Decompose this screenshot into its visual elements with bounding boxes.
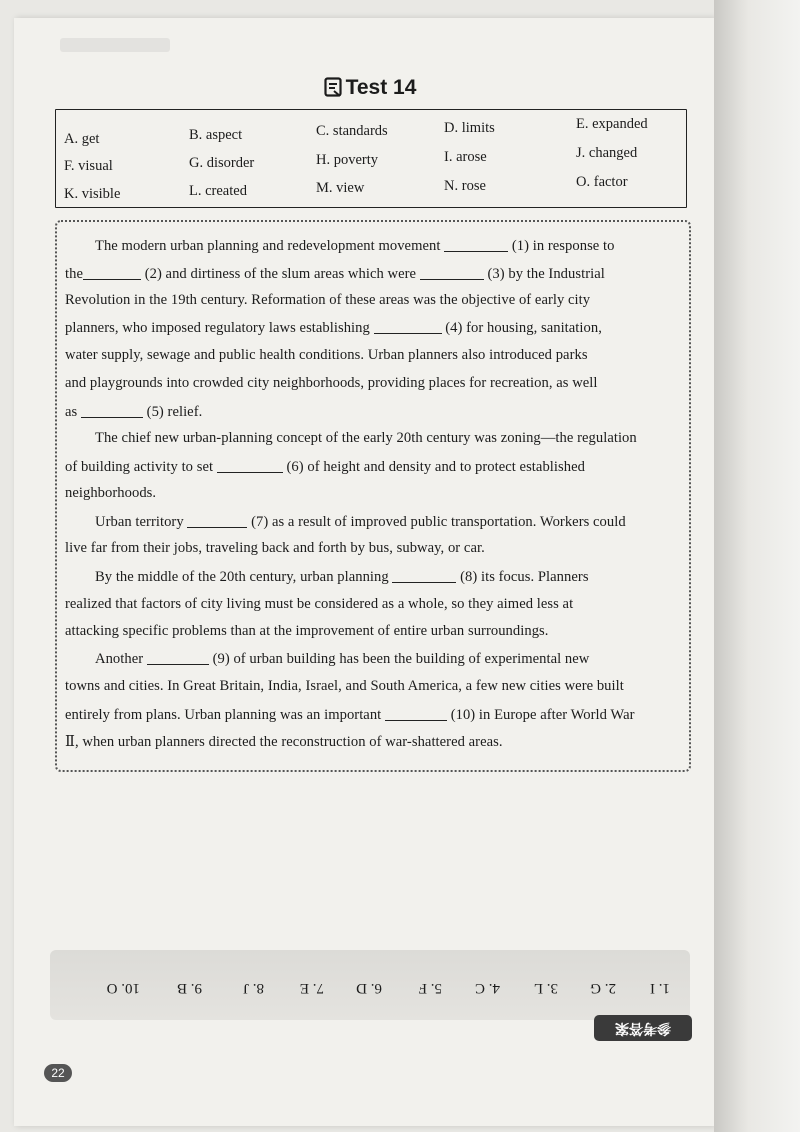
passage-line: planners, who imposed regulatory laws establishing (4) for housing, sanitation,: [65, 320, 602, 336]
blank-5[interactable]: [81, 403, 143, 418]
word-option: M. view: [316, 180, 365, 196]
passage-line: Another (9) of urban building has been the building of experimental new: [95, 651, 590, 667]
answer-item: 7. E: [299, 980, 324, 996]
answer-item: 10. O: [106, 980, 140, 996]
answer-key: [60, 970, 680, 1000]
word-option: H. poverty: [316, 152, 379, 168]
word-option: J. changed: [576, 145, 638, 161]
answer-item: 5. F: [418, 980, 442, 996]
passage-line: The chief new urban-planning concept of the early 20th century was zoning—the regulation: [95, 430, 637, 446]
answer-item: 4. C: [474, 980, 500, 996]
word-option: K. visible: [64, 186, 121, 202]
blank-10[interactable]: [385, 706, 447, 721]
passage-line: neighborhoods.: [65, 485, 157, 501]
answer-item: 1. I: [650, 980, 670, 996]
word-option: I. arose: [444, 149, 487, 165]
test-icon: [324, 77, 342, 97]
answer-item: 9. B: [176, 980, 202, 996]
answer-item: 3. L: [533, 980, 558, 996]
passage-line: attacking specific problems than at the improvement of entire urban surroundings.: [65, 623, 549, 639]
passage-line: Urban territory (7) as a result of improved public transportation. Workers could: [95, 514, 626, 530]
passage-line: towns and cities. In Great Britain, India, Israel, and South America, a few new cities were built: [65, 678, 624, 694]
page-number: 22: [44, 1064, 72, 1082]
passage-line: the (2) and dirtiness of the slum areas which were (3) by the Industrial: [65, 266, 605, 282]
passage-line: Revolution in the 19th century. Reformation of these areas was the objective of early city: [65, 292, 591, 308]
answer-item: 6. D: [356, 980, 382, 996]
blank-4[interactable]: [374, 319, 442, 334]
word-option: G. disorder: [189, 155, 255, 171]
answer-item: 8. J: [243, 980, 264, 996]
book-spine-shadow: [714, 0, 800, 1132]
passage-line: live far from their jobs, traveling back and forth by bus, subway, or car.: [65, 540, 485, 556]
passage-line: entirely from plans. Urban planning was an important (10) in Europe after World War: [65, 707, 635, 723]
word-option: D. limits: [444, 120, 495, 136]
blank-1[interactable]: [444, 237, 508, 252]
passage-box: [55, 220, 691, 772]
passage-line: as (5) relief.: [65, 404, 203, 420]
word-option: C. standards: [316, 123, 388, 139]
answer-key-badge: 参考答案: [594, 1015, 692, 1041]
word-option: F. visual: [64, 158, 113, 174]
word-option: B. aspect: [189, 127, 243, 143]
passage-line: realized that factors of city living must be considered as a whole, so they aimed less at: [65, 596, 574, 612]
blank-9[interactable]: [147, 650, 209, 665]
word-option: L. created: [189, 183, 247, 199]
passage-line: and playgrounds into crowded city neighborhoods, providing places for recreation, as well: [65, 375, 598, 391]
passage-line: By the middle of the 20th century, urban planning (8) its focus. Planners: [95, 569, 589, 585]
title-text: Test 14: [345, 76, 417, 99]
passage-line: The modern urban planning and redevelopment movement (1) in response to: [95, 238, 615, 254]
word-option: O. factor: [576, 174, 628, 190]
page-title: [0, 76, 740, 100]
blank-7[interactable]: [187, 513, 247, 528]
blank-6[interactable]: [217, 458, 283, 473]
word-bank: [55, 109, 687, 208]
passage-line: Ⅱ, when urban planners directed the reconstruction of war-shattered areas.: [65, 734, 503, 750]
blank-3[interactable]: [420, 265, 484, 280]
word-option: N. rose: [444, 178, 486, 194]
word-option: A. get: [64, 131, 100, 147]
passage-line: water supply, sewage and public health conditions. Urban planners also introduced parks: [65, 347, 588, 363]
answer-item: 2. G: [590, 980, 616, 996]
word-option: E. expanded: [576, 116, 648, 132]
blank-2[interactable]: [83, 265, 141, 280]
bleed-through-mark: [60, 38, 170, 52]
blank-8[interactable]: [392, 568, 456, 583]
passage-line: of building activity to set (6) of height and density and to protect established: [65, 459, 585, 475]
